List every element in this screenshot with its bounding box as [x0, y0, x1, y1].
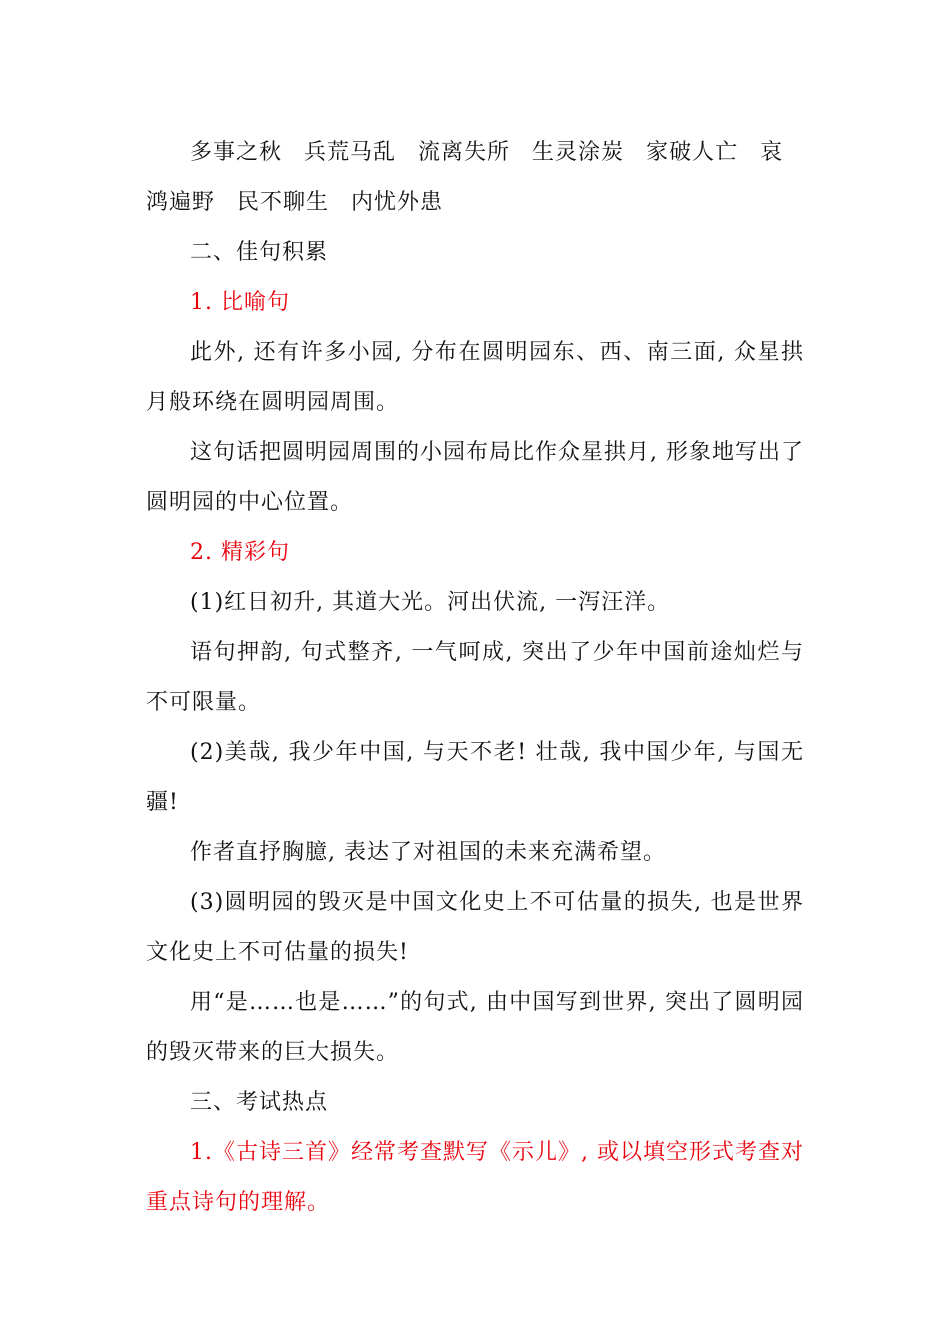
highlight-sentence-2: (2)美哉, 我少年中国, 与天不老! 壮哉, 我中国少年, 与国无疆!	[146, 740, 804, 815]
metaphor-note: 这句话把圆明园周围的小园布局比作众星拱月, 形象地写出了圆明园的中心位置。	[146, 440, 804, 515]
vocab-word: 民不聊生	[237, 190, 330, 215]
highlight-note-3: 用“是……也是……”的句式, 由中国写到世界, 突出了圆明园的毁灭带来的巨大损失。	[146, 990, 804, 1065]
metaphor-sentence: 此外, 还有许多小园, 分布在圆明园东、西、南三面, 众星拱月般环绕在圆明园周围。	[146, 340, 804, 415]
vocab-word: 家破人亡	[646, 140, 739, 165]
highlight-note-2: 作者直抒胸臆, 表达了对祖国的未来充满希望。	[190, 840, 666, 865]
vocab-word: 流离失所	[418, 140, 511, 165]
vocab-word: 内忧外患	[351, 190, 444, 215]
highlight-sentence-1: (1)红日初升, 其道大光。河出伏流, 一泻汪洋。	[190, 590, 671, 615]
vocab-word: 兵荒马乱	[304, 140, 397, 165]
subheading-metaphor: 1. 比喻句	[190, 290, 290, 315]
highlight-note-1: 语句押韵, 句式整齐, 一气呵成, 突出了少年中国前途灿烂与不可限量。	[146, 640, 804, 715]
subheading-highlight-sentences: 2. 精彩句	[190, 540, 290, 565]
highlight-sentence-3: (3)圆明园的毁灭是中国文化史上不可估量的损失, 也是世界文化史上不可估量的损失!	[146, 890, 804, 965]
exam-hotspot-1: 1.《古诗三首》经常考查默写《示儿》, 或以填空形式考查对重点诗句的理解。	[146, 1140, 804, 1215]
vocabulary-list	[146, 128, 804, 228]
vocab-word: 生灵涂炭	[532, 140, 625, 165]
section-heading-sentences: 二、佳句积累	[190, 240, 329, 265]
section-heading-exam: 三、考试热点	[190, 1090, 329, 1115]
vocab-word: 多事之秋	[190, 140, 283, 165]
vocab-word: 哀鸿遍野	[146, 140, 784, 215]
